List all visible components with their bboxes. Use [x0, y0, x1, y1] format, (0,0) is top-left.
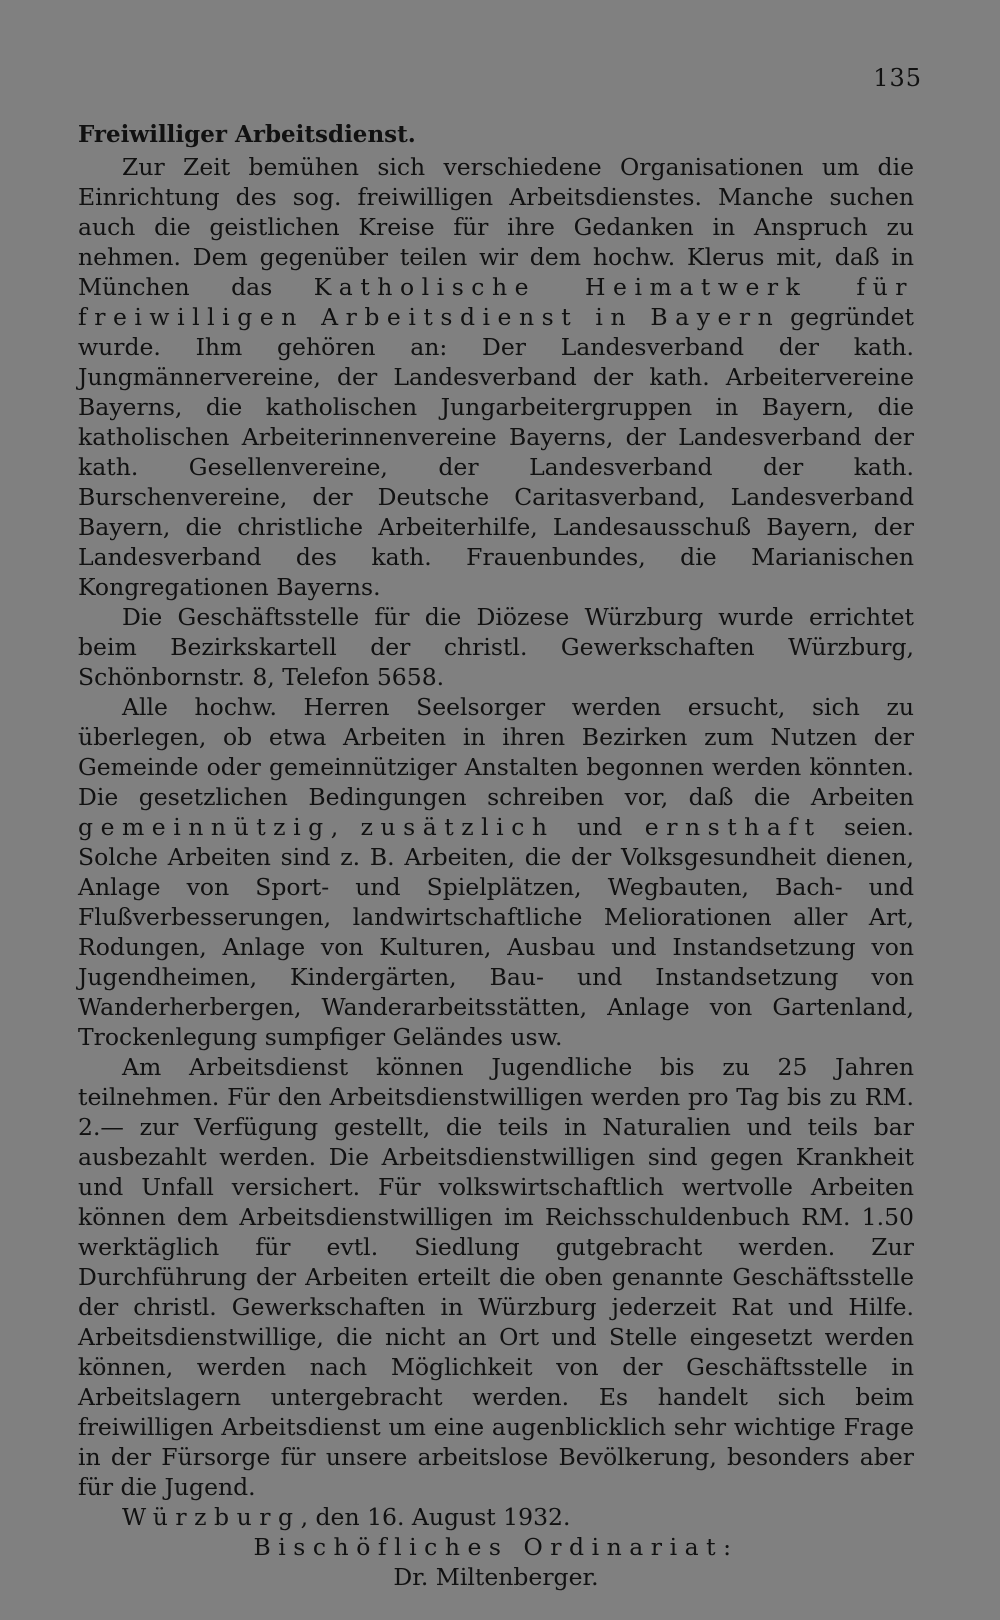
signer-name: Dr. Miltenberger.	[393, 1563, 599, 1591]
paragraph-office: Die Geschäftsstelle für die Diözese Würzburg wurde errichtet beim Bezirkskartell der christl. Gewerkschaften Würzburg, Schönbornstr. 8, Telefon 5658.	[78, 603, 914, 691]
paragraph-text: seien. Solche Arbeiten sind z. B. Arbeiten, die der Volksgesundheit dienen, Anlage von Sport- und Spielplätzen, Wegbauten, Bach- und Flußverbesserungen, landwirtschaftliche Meliorationen aller Art, Rodungen, Anlage von Kulturen, Ausbau und Instandsetzung von Jugendheimen, Kindergärten, Bau- und Instandsetzung von Wanderherbergen, Wanderarbeitsstätten, Anlage von Gartenland, Trockenlegung sumpfiger Geländes usw.	[78, 813, 914, 1051]
paragraph-text: gegründet wurde. Ihm gehören an: Der Landesverband der kath. Jungmännervereine, der Landesverband der kath. Arbeitervereine Bayerns, die katholischen Jungarbeitergruppen in Bayern, die katholischen Arbeiterinnenvereine Bayerns, der Landesverband der kath. Gesellenvereine, der Landesverband der kath. Burschenvereine, der Deutsche Caritasverband, Landesverband Bayern, die christliche Arbeiterhilfe, Landesausschuß Bayern, der Landesverband des kath. Frauenbundes, die Marianischen Kongregationen Bayerns.	[78, 303, 914, 601]
paragraph-organizations	[78, 152, 914, 602]
closing-place: Würzburg	[122, 1503, 301, 1531]
document-body	[78, 120, 914, 1592]
paragraph-participation: Am Arbeitsdienst können Jugendliche bis zu 25 Jahren teilnehmen. Für den Arbeitsdienstwilligen werden pro Tag bis zu RM. 2.— zur Verfügung gestellt, die teils in Naturalien und teils bar ausbezahlt werden. Die Arbeitsdienstwilligen sind gegen Krankheit und Unfall versichert. Für volkswirtschaftlich wertvolle Arbeiten können dem Arbeitsdienstwilligen im Reichsschuldenbuch RM. 1.50 werktäglich für evtl. Siedlung gutgebracht werden. Zur Durchführung der Arbeiten erteilt die oben genannte Geschäftsstelle der christl. Gewerkschaften in Würzburg jederzeit Rat und Hilfe. Arbeitsdienstwillige, die nicht an Ort und Stelle eingesetzt werden können, werden nach Möglichkeit von der Geschäftsstelle in Arbeitslagern untergebracht werden. Es handelt sich beim freiwilligen Arbeitsdienst um eine augenblicklich sehr wichtige Frage in der Fürsorge für unsere arbeitslose Bevölkerung, besonders aber für die Jugend.	[78, 1053, 914, 1501]
paragraph-conditions	[78, 692, 914, 1052]
section-heading: Freiwilliger Arbeitsdienst.	[78, 121, 416, 148]
closing-date: , den 16. August 1932.	[300, 1503, 571, 1531]
emphasized-term: gemeinnützig	[78, 813, 331, 841]
issuing-office: Bischöfliches Ordinariat:	[253, 1533, 739, 1561]
closing-date-line	[78, 1502, 914, 1532]
paragraph-text: Zur Zeit bemühen sich verschiedene Organisationen um die Einrichtung des sog. freiwilligen Arbeitsdienstes. Manche suchen auch die geistlichen Kreise für ihre Gedanken in Anspruch zu nehmen. Dem gegenüber teilen wir dem hochw. Klerus mit, daß in München das	[78, 153, 914, 301]
paragraph-text: ,	[330, 813, 361, 841]
paragraph-text: und	[554, 813, 645, 841]
emphasized-organization-name: Katholische Heimatwerk für freiwilligen Arbeitsdienst in Bayern	[78, 273, 914, 331]
emphasized-term: zusätzlich	[360, 813, 555, 841]
paragraph-text: Alle hochw. Herren Seelsorger werden ersucht, sich zu überlegen, ob etwa Arbeiten in ihren Bezirken zum Nutzen der Gemeinde oder gemeinnütziger Anstalten begonnen werden könnten. Die gesetzlichen Bedingungen schreiben vor, daß die Arbeiten	[78, 693, 914, 811]
page-number: 135	[873, 64, 922, 92]
emphasized-term: ernsthaft	[644, 813, 822, 841]
